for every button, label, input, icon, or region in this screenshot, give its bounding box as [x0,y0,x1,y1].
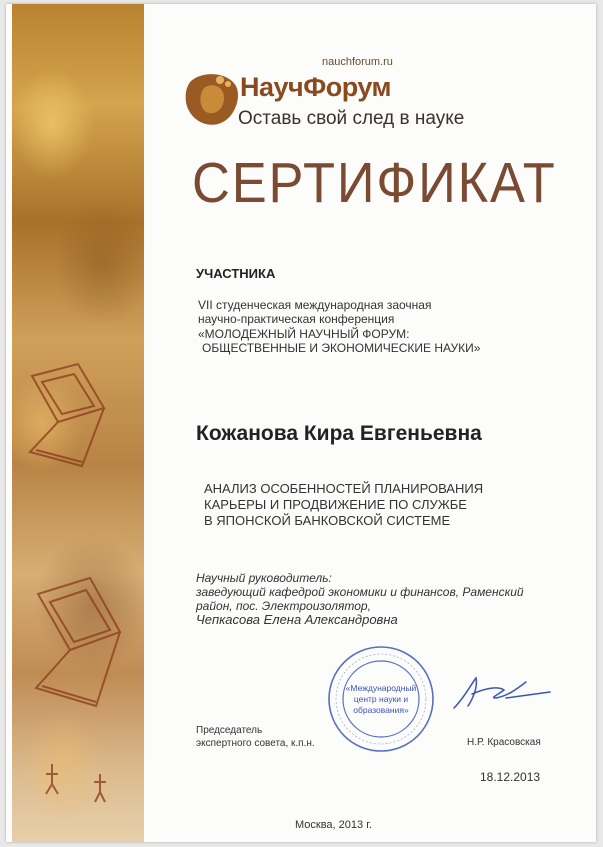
signer-name: Н.Р. Красовская [467,737,541,748]
footprint-logo-icon [184,68,240,128]
advisor-block [196,571,524,627]
conference-line: VII студенческая международная заочная [198,298,432,312]
issue-date: 18.12.2013 [480,770,541,784]
chair-line: экспертного совета, к.п.н. [196,738,315,749]
seal-line: центр науки и [353,694,409,704]
logo-url: nauchforum.ru [322,56,393,68]
topic-line: АНАЛИЗ ОСОБЕННОСТЕЙ ПЛАНИРОВАНИЯ [204,481,484,496]
advisor-name: Чепкасова Елена Александровна [196,612,398,627]
certificate-title: СЕРТИФИКАТ [192,151,557,215]
city-year: Москва, 2013 г. [295,819,372,831]
advisor-position-line: заведующий кафедрой экономики и финансов, Раменский [196,585,524,599]
certificate-sheet [6,4,596,842]
logo-slogan: Оставь свой след в науке [238,108,465,129]
cave-drawings-icon [12,4,144,842]
topic-line: КАРЬЕРЫ И ПРОДВИЖЕНИЕ ПО СЛУЖБЕ [204,497,467,512]
advisor-label: Научный руководитель: [196,571,332,585]
seal-line: образования» [353,705,409,715]
seal-line: «Международный [345,683,417,693]
conference-line: «МОЛОДЕЖНЫЙ НАУЧНЫЙ ФОРУМ: [198,327,410,341]
topic-line: В ЯПОНСКОЙ БАНКОВСКОЙ СИСТЕМЕ [204,513,451,528]
conference-line: ОБЩЕСТВЕННЫЕ И ЭКОНОМИЧЕСКИЕ НАУКИ» [202,341,481,355]
recipient-role: УЧАСТНИКА [196,266,276,281]
official-seal [326,644,436,754]
chair-title [196,724,315,750]
topic-block [204,481,483,529]
chair-line: Председатель [196,725,263,736]
advisor-position-line: район, пос. Электроизолятор, [196,599,371,613]
logo-name: НаучФорум [240,72,392,102]
conference-block [198,298,480,355]
decorative-stripe [12,4,144,842]
signature-icon [446,668,556,718]
participant-name: Кожанова Кира Евгеньевна [196,422,482,445]
conference-line: научно-практическая конференция [198,312,395,326]
